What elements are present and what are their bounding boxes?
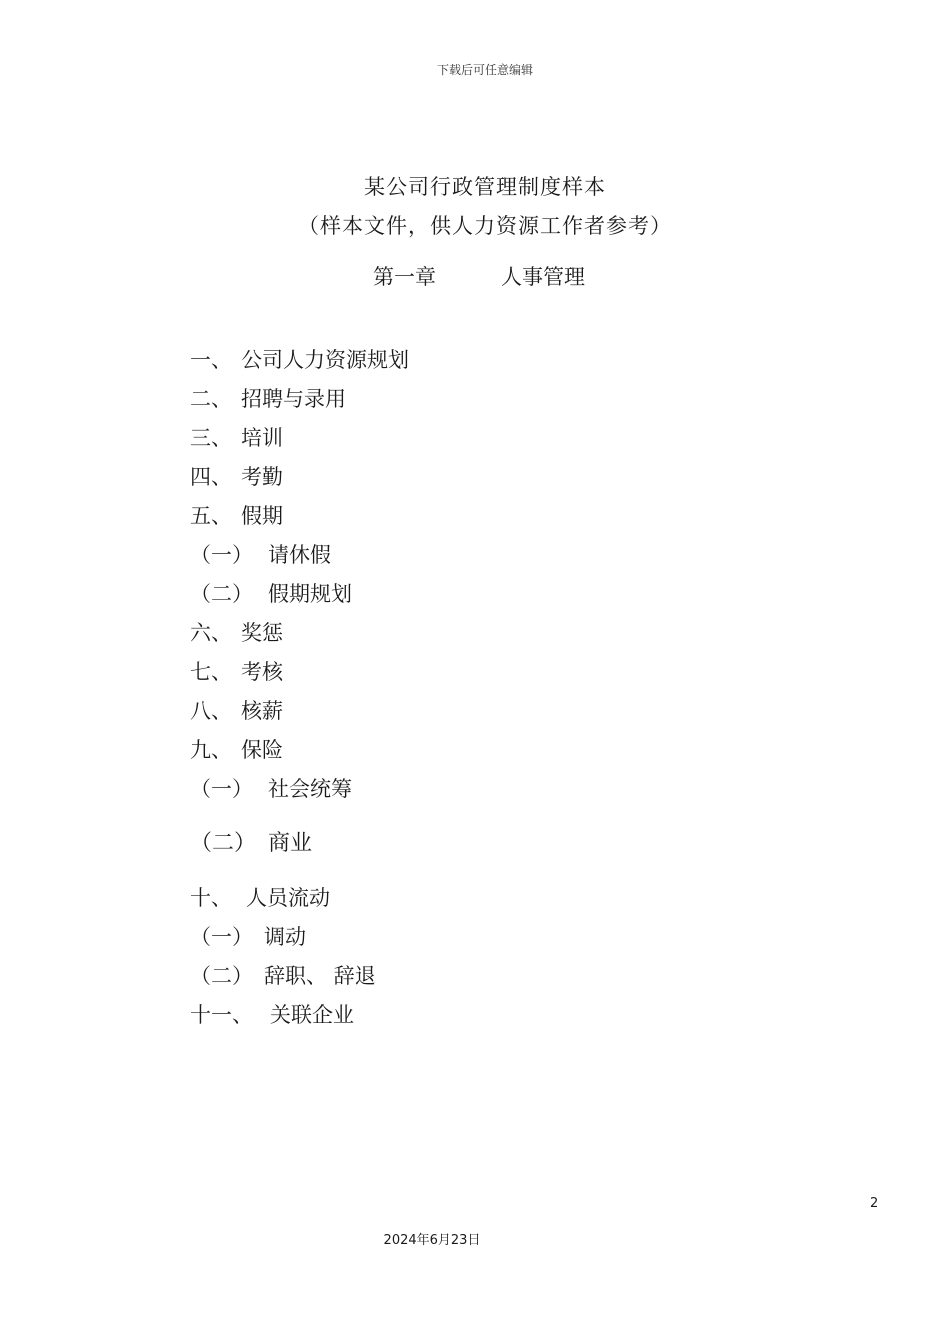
toc-item bbox=[190, 462, 283, 492]
toc-item-number: 八、 bbox=[190, 699, 232, 723]
toc-item-label: 请休假 bbox=[268, 543, 331, 567]
toc-item-label: 考勤 bbox=[241, 465, 283, 489]
toc-item-label: 关联企业 bbox=[270, 1003, 354, 1027]
toc-item-number: 五、 bbox=[190, 504, 232, 528]
toc-item bbox=[190, 501, 283, 531]
toc-item-number: 六、 bbox=[190, 621, 232, 645]
toc-item-number: （一） bbox=[190, 543, 253, 567]
toc-item-label: 人员流动 bbox=[246, 886, 330, 910]
toc-item-label: 奖惩 bbox=[241, 621, 283, 645]
toc-item bbox=[190, 384, 346, 414]
toc-item-number: 九、 bbox=[190, 738, 232, 762]
toc-item-number: （二） bbox=[190, 831, 257, 856]
toc-subitem bbox=[190, 774, 352, 804]
toc-item-label: 核薪 bbox=[241, 699, 283, 723]
toc-item bbox=[190, 657, 283, 687]
toc-item bbox=[190, 735, 283, 765]
toc-item-number: 三、 bbox=[190, 426, 232, 450]
toc-subitem bbox=[190, 829, 312, 859]
chapter-number: 第一章 bbox=[373, 265, 436, 289]
toc-item-number: 七、 bbox=[190, 660, 232, 684]
toc-item-label: 社会统筹 bbox=[268, 777, 352, 801]
toc-item bbox=[190, 423, 283, 453]
toc-item bbox=[190, 1000, 354, 1030]
toc-item bbox=[190, 618, 283, 648]
toc-item-number: 十、 bbox=[190, 886, 232, 910]
toc-item-label: 招聘与录用 bbox=[241, 387, 346, 411]
chapter-heading bbox=[373, 261, 585, 291]
toc-subitem bbox=[190, 540, 331, 570]
page-number: 2 bbox=[870, 1196, 879, 1211]
toc-item-label: 保险 bbox=[241, 738, 283, 762]
toc-item-number: 二、 bbox=[190, 387, 232, 411]
toc-subitem bbox=[190, 961, 376, 991]
toc-item-number: 十一、 bbox=[190, 1003, 253, 1027]
toc-item-label: 假期 bbox=[241, 504, 283, 528]
toc-item bbox=[190, 696, 283, 726]
toc-item-number: （一） bbox=[190, 777, 253, 801]
toc-item-label: 公司人力资源规划 bbox=[241, 348, 409, 372]
toc-item-number: （一） bbox=[190, 925, 253, 949]
toc-item-label: 商业 bbox=[268, 831, 313, 856]
footer-date: 2024年6月23日 bbox=[383, 1233, 481, 1248]
header-note: 下载后可任意编辑 bbox=[436, 63, 533, 77]
toc-item-label: 调动 bbox=[264, 925, 306, 949]
document-title: 某公司行政管理制度样本 bbox=[364, 175, 606, 199]
document-subtitle: （样本文件，供人力资源工作者参考） bbox=[298, 214, 672, 238]
toc-subitem bbox=[190, 922, 306, 952]
chapter-name: 人事管理 bbox=[501, 265, 585, 289]
toc-item-label: 考核 bbox=[241, 660, 283, 684]
toc-item-number: 一、 bbox=[190, 348, 232, 372]
toc-item-number: （二） bbox=[190, 964, 253, 988]
toc-item bbox=[190, 345, 409, 375]
toc-subitem bbox=[190, 579, 352, 609]
toc-item-number: 四、 bbox=[190, 465, 232, 489]
toc-item-number: （二） bbox=[190, 582, 253, 606]
toc-item-label: 辞职、 辞退 bbox=[264, 964, 376, 988]
toc-item bbox=[190, 883, 330, 913]
toc-item-label: 假期规划 bbox=[268, 582, 352, 606]
toc-item-label: 培训 bbox=[241, 426, 283, 450]
